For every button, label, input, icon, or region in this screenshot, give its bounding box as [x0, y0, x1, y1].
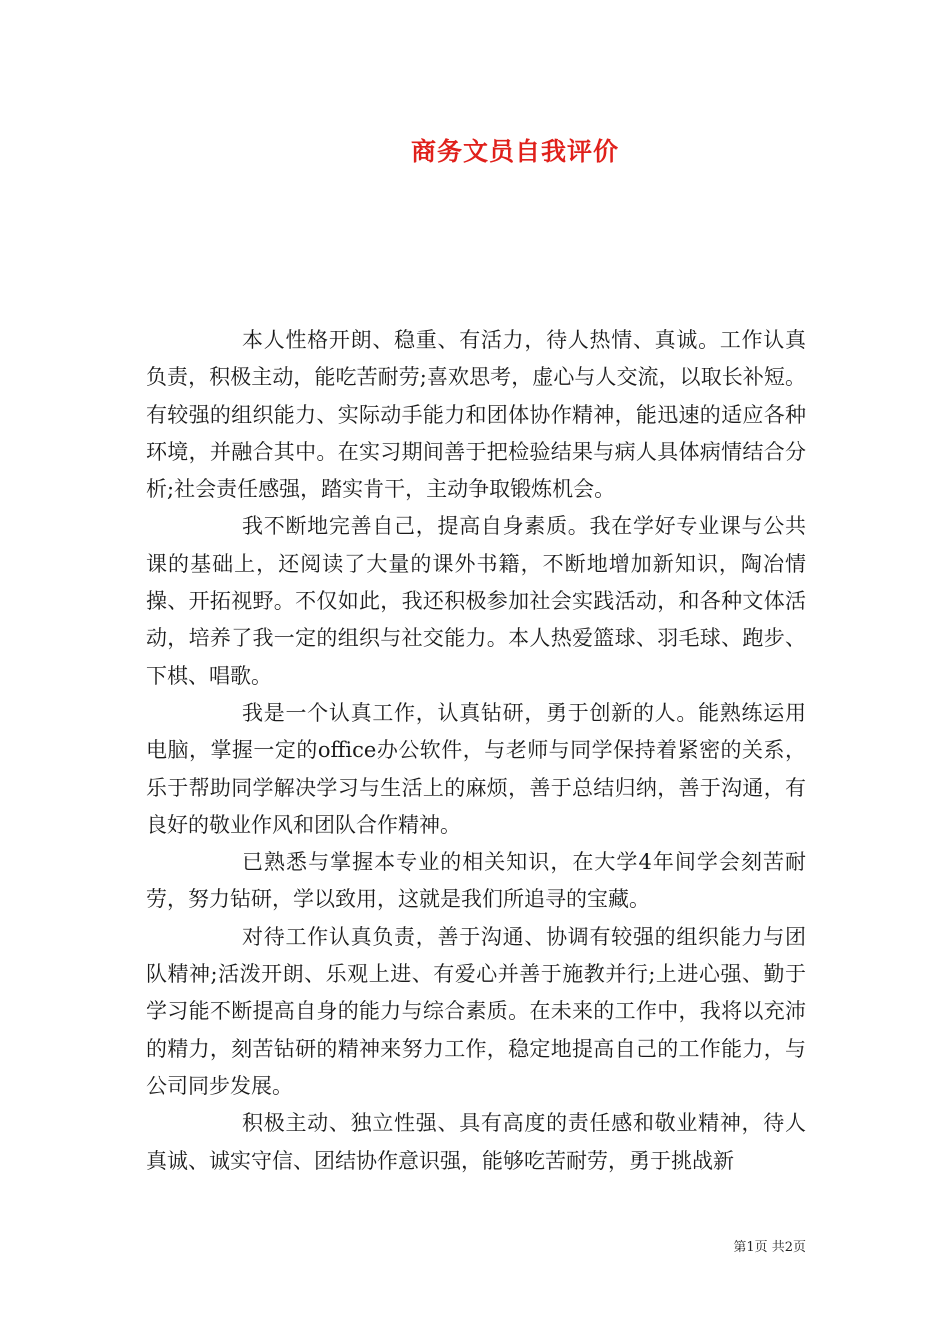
paragraph-2: 我不断地完善自己，提高自身素质。我在学好专业课与公共课的基础上，还阅读了大量的课外书籍，不断地增加新知识，陶冶情操、开拓视野。不仅如此，我还积极参加社会实践活动，和各种文体活动，培养了我一定的组织与社交能力。本人热爱篮球、羽毛球、跑步、下棋、唱歌。	[146, 514, 806, 688]
page-number-footer: 第1页 共2页	[733, 1240, 806, 1255]
paragraph-6: 积极主动、独立性强、具有高度的责任感和敬业精神，待人真诚、诚实守信、团结协作意识强，能够吃苦耐劳，勇于挑战新	[146, 1111, 806, 1173]
document-body	[146, 322, 806, 1180]
paragraph-4: 已熟悉与掌握本专业的相关知识，在大学4年间学会刻苦耐劳，努力钻研，学以致用，这就是我们所追寻的宝藏。	[146, 850, 806, 912]
paragraph-1: 本人性格开朗、稳重、有活力，待人热情、真诚。工作认真负责，积极主动，能吃苦耐劳;喜欢思考，虚心与人交流，以取长补短。有较强的组织能力、实际动手能力和团体协作精神，能迅速的适应各种环境，并融合其中。在实习期间善于把检验结果与病人具体病情结合分析;社会责任感强，踏实肯干，主动争取锻炼机会。	[146, 328, 806, 502]
paragraph-5: 对待工作认真负责，善于沟通、协调有较强的组织能力与团队精神;活泼开朗、乐观上进、有爱心并善于施教并行;上进心强、勤于学习能不断提高自身的能力与综合素质。在未来的工作中，我将以充沛的精力，刻苦钻研的精神来努力工作，稳定地提高自己的工作能力，与公司同步发展。	[146, 924, 806, 1098]
paragraph-3: 我是一个认真工作，认真钻研，勇于创新的人。能熟练运用电脑，掌握一定的office办公软件，与老师与同学保持着紧密的关系，乐于帮助同学解决学习与生活上的麻烦，善于总结归纳，善于沟通，有良好的敬业作风和团队合作精神。	[146, 700, 806, 837]
document-title: 商务文员自我评价	[410, 137, 619, 166]
